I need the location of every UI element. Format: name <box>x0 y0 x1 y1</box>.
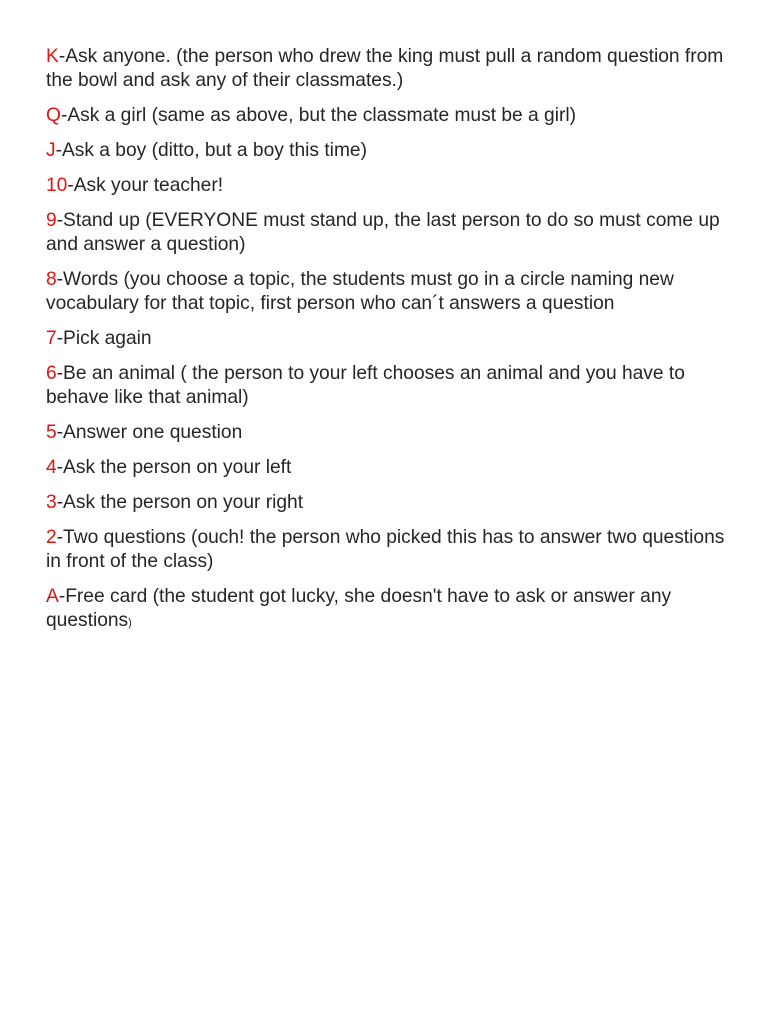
rule-seven <box>46 327 736 351</box>
rule-ten <box>46 174 736 198</box>
rule-six <box>46 362 736 410</box>
rule-text: -Ask anyone. (the person who drew the king must pull a random question from the bowl and ask any of their classmates.) <box>46 46 724 91</box>
rule-four <box>46 456 736 480</box>
card-label: 2 <box>46 527 57 548</box>
rule-two <box>46 526 736 574</box>
card-label: Q <box>46 105 61 126</box>
rule-text: -Ask your teacher! <box>67 175 224 196</box>
rule-text: -Ask a boy (ditto, but a boy this time) <box>55 140 367 161</box>
document-page <box>46 45 736 646</box>
rule-nine <box>46 209 736 257</box>
rule-text: -Ask the person on your left <box>56 457 292 478</box>
card-label: 7 <box>46 328 57 349</box>
rule-three <box>46 491 736 515</box>
card-label: 8 <box>46 269 57 290</box>
closing-paren: ) <box>128 617 132 629</box>
rule-king <box>46 45 736 93</box>
card-label: A <box>46 586 59 607</box>
card-label: 4 <box>46 457 57 478</box>
rule-text: -Words (you choose a topic, the students must go in a circle naming new vocabulary for that topic, first person who can´t answers a question <box>46 269 674 314</box>
card-label: 3 <box>46 492 57 513</box>
card-label: 6 <box>46 363 57 384</box>
rule-text: -Be an animal ( the person to your left chooses an animal and you have to behave like that animal) <box>46 363 685 408</box>
rule-text: -Ask a girl (same as above, but the classmate must be a girl) <box>60 105 577 126</box>
card-label: 5 <box>46 422 57 443</box>
rule-text: -Two questions (ouch! the person who picked this has to answer two questions in front of the class) <box>46 527 725 572</box>
rule-text: -Answer one question <box>56 422 243 443</box>
rule-text: -Stand up (EVERYONE must stand up, the last person to do so must come up and answer a question) <box>46 210 720 255</box>
card-label: 10 <box>46 175 68 196</box>
rule-queen <box>46 104 736 128</box>
rule-text: -Pick again <box>56 328 152 349</box>
rule-text: -Free card (the student got lucky, she doesn't have to ask or answer any questions <box>46 586 672 631</box>
card-label: K <box>46 46 59 67</box>
rule-jack <box>46 139 736 163</box>
rule-ace <box>46 585 736 635</box>
rule-text: -Ask the person on your right <box>56 492 304 513</box>
rule-five <box>46 421 736 445</box>
card-label: J <box>46 140 56 161</box>
card-label: 9 <box>46 210 57 231</box>
rule-eight <box>46 268 736 316</box>
